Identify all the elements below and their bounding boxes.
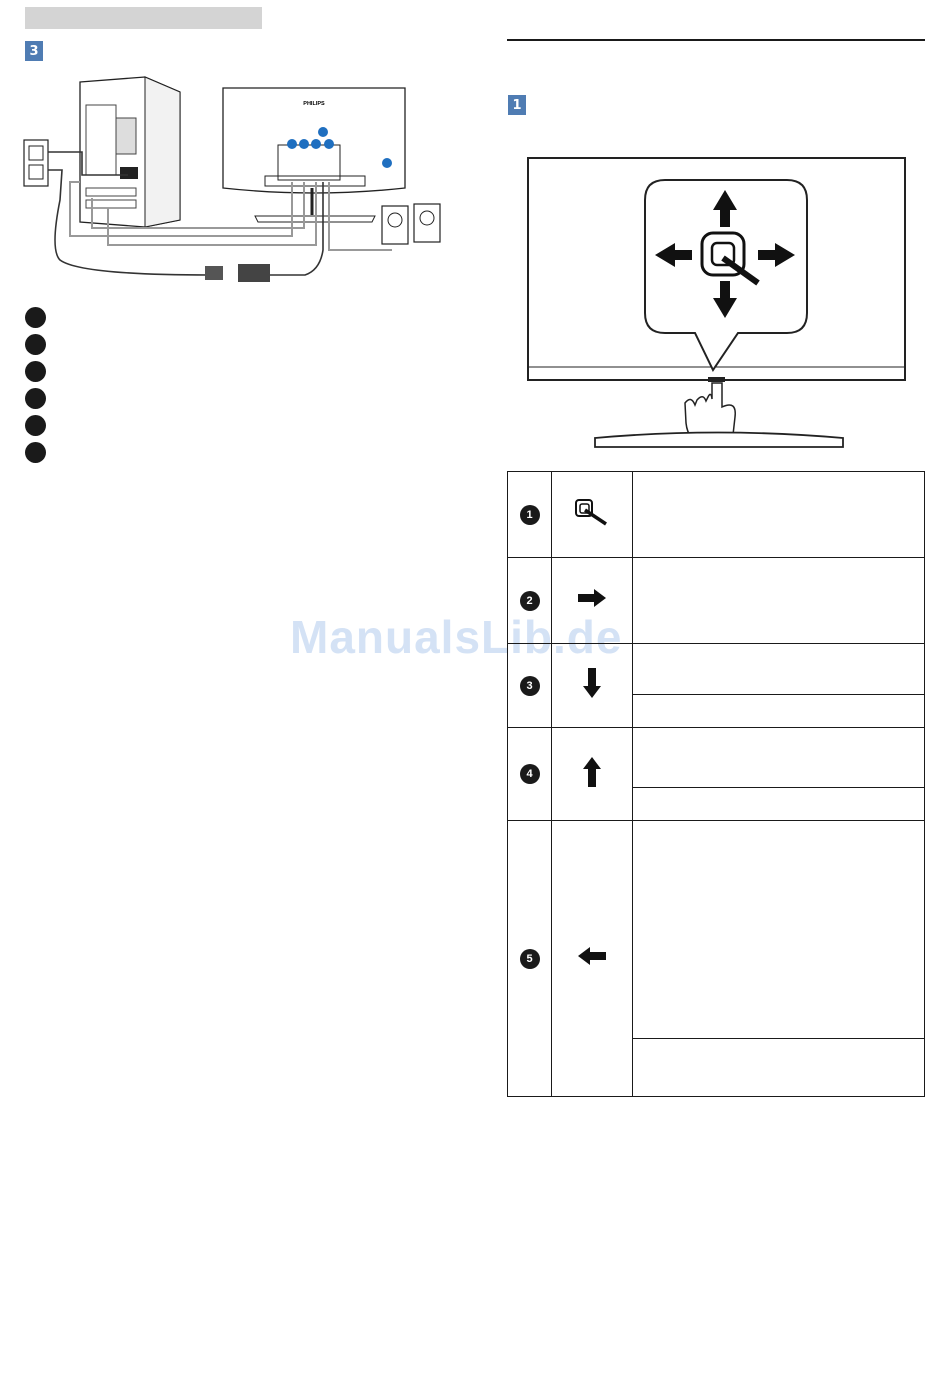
arrow-down-icon <box>582 666 602 700</box>
key-description <box>633 644 925 695</box>
speakers-icon <box>382 204 440 244</box>
key-description <box>633 728 925 788</box>
key-description <box>633 821 925 1039</box>
key-number: 3 <box>520 676 540 696</box>
legend-marker <box>25 415 46 436</box>
pc-tower-icon <box>80 77 180 227</box>
legend-marker <box>25 442 46 463</box>
section-header-bar <box>25 7 262 29</box>
section-divider <box>507 39 925 41</box>
key-number: 5 <box>520 949 540 969</box>
monitor-front-diagram <box>525 155 910 455</box>
legend-marker <box>25 361 46 382</box>
key-number: 2 <box>520 591 540 611</box>
table-row <box>508 728 925 788</box>
key-number: 4 <box>520 764 540 784</box>
key-description <box>633 472 925 558</box>
key-description <box>633 788 925 821</box>
table-row <box>508 472 925 558</box>
ok-key-icon <box>572 497 612 527</box>
key-description <box>633 695 925 728</box>
step-badge: 3 <box>25 41 43 61</box>
connection-diagram <box>20 70 450 290</box>
wall-outlet-icon <box>24 140 48 186</box>
arrow-up-icon <box>582 755 602 789</box>
monitor-back-icon <box>223 88 405 222</box>
table-row <box>508 821 925 1039</box>
legend-marker <box>25 388 46 409</box>
table-row <box>508 558 925 644</box>
watermark: ManualsLib.de <box>290 611 623 663</box>
legend-marker <box>25 307 46 328</box>
monitor-brand: PHILIPS <box>303 101 325 107</box>
control-keys-table <box>507 471 925 1097</box>
step-badge: 1 <box>508 95 526 115</box>
power-adapter-icon <box>205 264 270 282</box>
key-description <box>633 1039 925 1097</box>
key-number: 1 <box>520 505 540 525</box>
arrow-left-icon <box>576 946 608 966</box>
table-row <box>508 644 925 695</box>
legend-marker <box>25 334 46 355</box>
arrow-right-icon <box>576 588 608 608</box>
key-description <box>633 558 925 644</box>
